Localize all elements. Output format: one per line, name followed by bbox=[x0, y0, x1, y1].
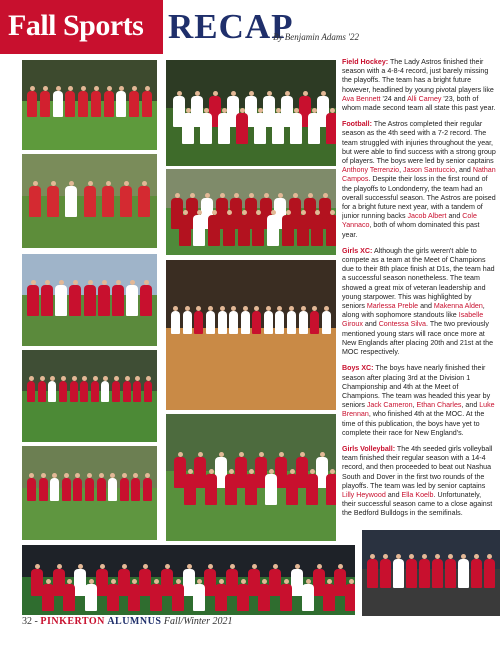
person-figure bbox=[138, 186, 150, 217]
person-figure bbox=[128, 584, 140, 611]
section-boys-xc bbox=[342, 364, 496, 438]
highlighted-name: Alli Carney bbox=[407, 94, 442, 103]
person-figure bbox=[241, 311, 250, 334]
body-text: Although the girls weren't able to compete as a team at the Meet of Champions due to their 8th place finish at D1s, the team had a successful season nonetheless. The team showed a great mix of veteran leadership and young starpower. This was highlighted by seniors bbox=[342, 246, 495, 311]
section-heading: Field Hockey: bbox=[342, 58, 389, 66]
page-footer bbox=[22, 616, 233, 627]
person-figure bbox=[182, 113, 194, 144]
section-girls-volleyball bbox=[342, 445, 496, 519]
person-figure bbox=[193, 584, 205, 611]
person-figure bbox=[236, 113, 248, 144]
body-text: and bbox=[418, 302, 434, 311]
person-figure bbox=[131, 478, 140, 501]
highlighted-name: Jason Santuccio bbox=[403, 166, 456, 175]
person-figure bbox=[299, 311, 308, 334]
person-figure bbox=[120, 186, 132, 217]
person-figure bbox=[65, 186, 77, 217]
person-figure bbox=[116, 91, 126, 117]
person-figure bbox=[310, 311, 319, 334]
person-figure bbox=[143, 478, 152, 501]
person-figure bbox=[80, 381, 88, 402]
section-heading: Football: bbox=[342, 120, 372, 129]
person-figure bbox=[218, 113, 230, 144]
person-figure bbox=[254, 113, 266, 144]
person-figure bbox=[63, 584, 75, 611]
photo-field-hockey-huddle bbox=[22, 60, 157, 150]
person-figure bbox=[84, 285, 96, 316]
body-text: . Despite their loss in the first round of the playoffs to Londonderry, the team had an overall successful season. The Astros are poised for a bright future next year, with a tandem of junior running backs bbox=[342, 175, 496, 221]
section-field-hockey bbox=[342, 58, 496, 113]
body-text: The 4th seeded girls volleyball team finished their regular season with a 14-4 record, and then proceeded to beat out Nashua South and Dover in the first two rounds of the playoffs. The team was led by senior captains bbox=[342, 444, 493, 490]
person-figure bbox=[258, 584, 270, 611]
person-figure bbox=[326, 215, 336, 246]
person-figure bbox=[265, 474, 277, 505]
page-title-fall-sports: Fall Sports bbox=[8, 9, 144, 42]
person-figure bbox=[286, 474, 298, 505]
person-figure bbox=[120, 478, 129, 501]
section-heading: Girls XC: bbox=[342, 246, 373, 255]
person-figure bbox=[62, 478, 71, 501]
highlighted-name: Ethan Charles bbox=[416, 401, 462, 410]
person-figure bbox=[208, 215, 220, 246]
highlighted-name: Lilly Heywood bbox=[342, 490, 386, 499]
page-title-recap: RECAP bbox=[168, 7, 294, 46]
person-figure bbox=[108, 478, 117, 501]
body-text: , along with sophomore standouts like bbox=[342, 302, 485, 320]
person-figure bbox=[171, 311, 180, 334]
body-text: . Unfortunately, their successful season came to a close against the Bedford Bulldogs in the semifinals. bbox=[342, 490, 493, 518]
person-figure bbox=[53, 91, 63, 117]
person-figure bbox=[91, 381, 99, 402]
person-figure bbox=[59, 381, 67, 402]
person-figure bbox=[69, 285, 81, 316]
person-figure bbox=[97, 478, 106, 501]
person-figure bbox=[48, 381, 56, 402]
highlighted-name: Anthony Terrenzio bbox=[342, 166, 400, 175]
person-figure bbox=[252, 311, 261, 334]
body-text: The Lady Astros finished their season with a 4-8-4 record, just barely missing the playoffs. The team has a bright future however, headlined by young pivotal players like bbox=[342, 58, 494, 94]
person-figure bbox=[183, 311, 192, 334]
person-figure bbox=[42, 584, 54, 611]
body-text: , both of whom dominated this past year. bbox=[342, 221, 480, 239]
person-figure bbox=[50, 478, 59, 501]
person-figure bbox=[140, 285, 152, 316]
body-text: '24 and bbox=[380, 94, 408, 103]
photo-cheer-field bbox=[22, 350, 157, 442]
person-figure bbox=[65, 91, 75, 117]
person-figure bbox=[41, 285, 53, 316]
person-figure bbox=[85, 584, 97, 611]
person-figure bbox=[275, 311, 284, 334]
publication-name: PINKERTON bbox=[40, 616, 105, 627]
body-text: , and bbox=[461, 401, 480, 410]
person-figure bbox=[123, 381, 131, 402]
person-figure bbox=[144, 381, 152, 402]
person-figure bbox=[238, 215, 250, 246]
highlighted-name: Jack Cameron bbox=[366, 401, 413, 410]
person-figure bbox=[308, 113, 320, 144]
person-figure bbox=[73, 478, 82, 501]
person-figure bbox=[306, 474, 318, 505]
body-text: The boys have nearly finished their season after placing 3rd at the Division 1 Championship and 4th at the Meet of Champions. The team was headed this year by seniors bbox=[342, 364, 491, 410]
person-figure bbox=[38, 381, 46, 402]
person-figure bbox=[29, 186, 41, 217]
person-figure bbox=[223, 215, 235, 246]
person-figure bbox=[112, 381, 120, 402]
photo-background bbox=[166, 414, 336, 471]
photo-marching-band bbox=[22, 545, 355, 615]
person-figure bbox=[218, 311, 227, 334]
person-figure bbox=[311, 215, 323, 246]
highlighted-name: Ava Bennett bbox=[342, 94, 381, 103]
person-figure bbox=[129, 91, 139, 117]
person-figure bbox=[150, 584, 162, 611]
section-heading: Girls Volleyball: bbox=[342, 444, 396, 453]
person-figure bbox=[126, 285, 138, 316]
person-figure bbox=[85, 478, 94, 501]
person-figure bbox=[39, 478, 48, 501]
highlighted-name: Contessa Silva bbox=[378, 320, 427, 329]
person-figure bbox=[322, 311, 331, 334]
title-banner bbox=[0, 0, 163, 54]
person-figure bbox=[142, 91, 152, 117]
person-figure bbox=[272, 113, 284, 144]
person-figure bbox=[172, 584, 184, 611]
person-figure bbox=[194, 311, 203, 334]
body-text: . The two previously mentioned young stars will race once more at New Englands after placing 20th and 21st at the MOC respectively. bbox=[342, 320, 494, 357]
photo-football-team bbox=[166, 169, 336, 255]
photo-xc-girls-group bbox=[22, 154, 157, 248]
person-figure bbox=[84, 186, 96, 217]
person-figure bbox=[98, 285, 110, 316]
person-figure bbox=[55, 285, 67, 316]
person-figure bbox=[107, 584, 119, 611]
person-figure bbox=[70, 381, 78, 402]
publication-name-suffix: ALUMNUS bbox=[104, 616, 162, 627]
person-figure bbox=[297, 215, 309, 246]
body-text: , bbox=[399, 166, 404, 175]
person-figure bbox=[102, 186, 114, 217]
body-text: , and bbox=[455, 166, 473, 175]
highlighted-name: Cole Yannaco bbox=[342, 212, 477, 230]
person-figure bbox=[225, 474, 237, 505]
highlighted-name: Makenna Alden bbox=[433, 302, 483, 311]
person-figure bbox=[27, 91, 37, 117]
highlighted-name: Luke Brennan bbox=[342, 401, 495, 419]
person-figure bbox=[184, 474, 196, 505]
photo-field-hockey-team bbox=[166, 60, 336, 166]
section-heading: Boys XC: bbox=[342, 364, 374, 373]
page-number: 32 - bbox=[22, 616, 41, 627]
photo-volleyball-gym bbox=[166, 260, 336, 410]
photo-ground bbox=[166, 328, 336, 410]
person-figure bbox=[27, 285, 39, 316]
person-figure bbox=[280, 584, 292, 611]
photo-boys-xc-group bbox=[22, 446, 157, 540]
section-girls-xc bbox=[342, 247, 496, 357]
body-text: and bbox=[362, 320, 379, 329]
highlighted-name: Marlessa Preble bbox=[366, 302, 419, 311]
person-figure bbox=[193, 215, 205, 246]
body-text: , who finished 4th at the MOC. At the time of this publication, the boys have yet to complete their race for New England's. bbox=[342, 410, 485, 437]
highlighted-name: Nathan Campos bbox=[342, 166, 496, 184]
person-figure bbox=[302, 584, 314, 611]
person-figure bbox=[237, 584, 249, 611]
body-text: '23, both of whom made second team all state this past year. bbox=[342, 94, 496, 113]
person-figure bbox=[215, 584, 227, 611]
body-text: and bbox=[446, 212, 463, 221]
photo-xc-school-building bbox=[22, 254, 157, 346]
body-text: The Astros completed their regular season as the 4th seed with a 7-2 record. The team struggled with injuries throughout the year, but were able to find success with a strong group of players. The boys were led by senior captains bbox=[342, 120, 496, 166]
person-figure bbox=[205, 474, 217, 505]
person-figure bbox=[133, 381, 141, 402]
person-figure bbox=[252, 215, 264, 246]
person-figure bbox=[47, 186, 59, 217]
person-figure bbox=[101, 381, 109, 402]
person-figure bbox=[200, 113, 212, 144]
person-figure bbox=[282, 215, 294, 246]
highlighted-name: Jacob Albert bbox=[407, 212, 447, 221]
person-figure bbox=[78, 91, 88, 117]
body-text: and bbox=[385, 490, 402, 499]
person-figure bbox=[326, 474, 336, 505]
byline: By Benjamin Adams '22 bbox=[273, 32, 359, 42]
person-figure bbox=[206, 311, 215, 334]
person-figure bbox=[179, 215, 191, 246]
person-figure bbox=[112, 285, 124, 316]
person-figure bbox=[323, 584, 335, 611]
person-figure bbox=[287, 311, 296, 334]
person-figure bbox=[104, 91, 114, 117]
section-football bbox=[342, 120, 496, 240]
person-figure bbox=[91, 91, 101, 117]
person-figure bbox=[290, 113, 302, 144]
person-figure bbox=[27, 381, 35, 402]
highlighted-name: Ella Koelb bbox=[401, 490, 434, 499]
issue-date: Fall/Winter 2021 bbox=[161, 616, 233, 627]
person-figure bbox=[326, 113, 336, 144]
person-figure bbox=[264, 311, 273, 334]
person-figure bbox=[267, 215, 279, 246]
person-figure bbox=[245, 474, 257, 505]
person-figure bbox=[40, 91, 50, 117]
person-figure bbox=[229, 311, 238, 334]
body-text: , bbox=[412, 401, 417, 410]
article-text bbox=[342, 58, 496, 598]
highlighted-name: Isabelle Giroux bbox=[342, 311, 484, 329]
photo-volleyball-team bbox=[166, 414, 336, 541]
person-figure bbox=[27, 478, 36, 501]
